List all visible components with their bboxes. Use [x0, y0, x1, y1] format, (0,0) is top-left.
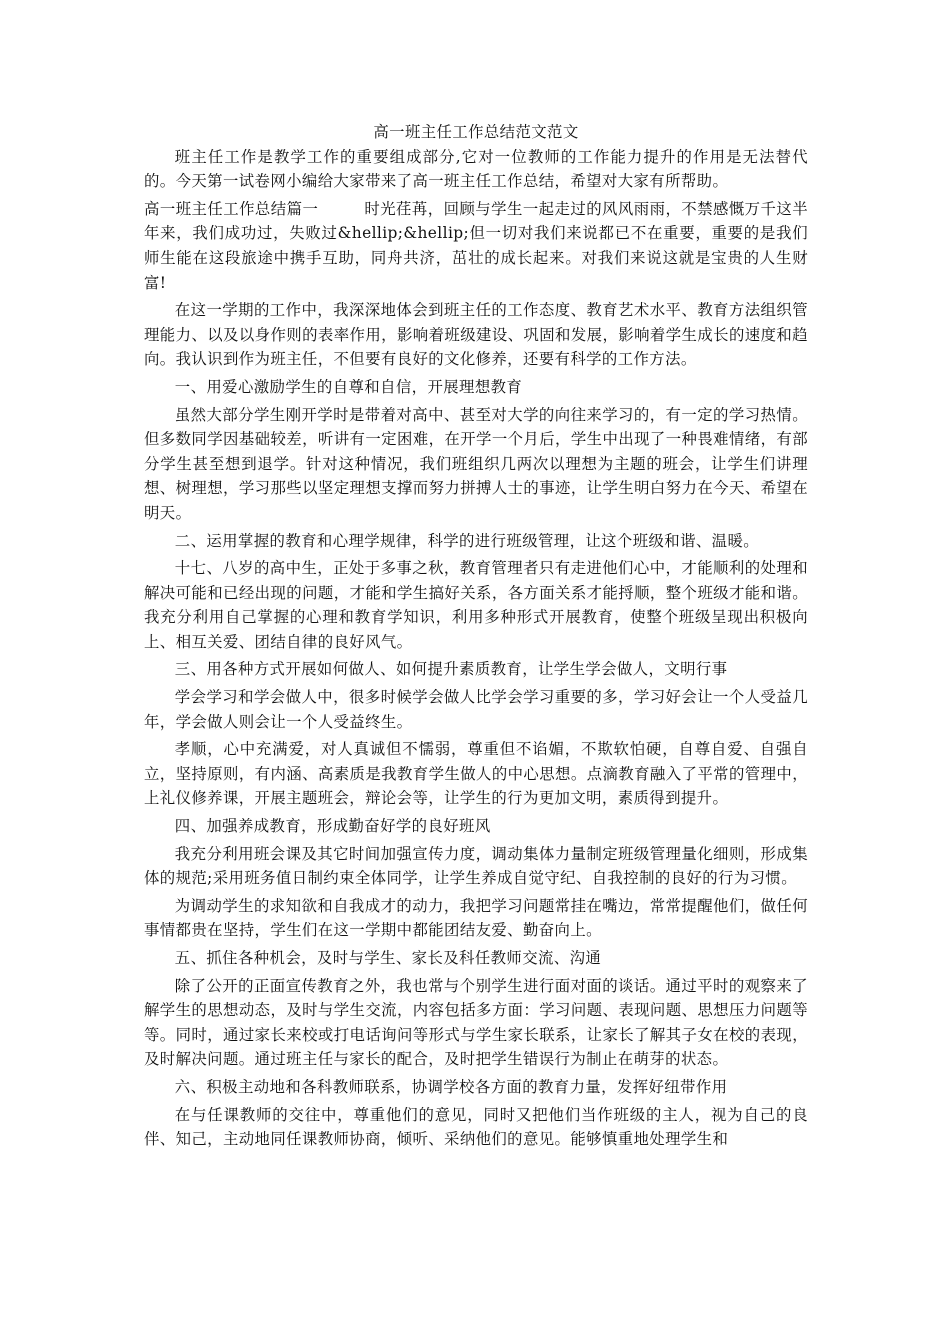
paragraph-three-b: 孝顺，心中充满爱，对人真诚但不懦弱，尊重但不谄媚，不欺软怕硬，自尊自爱、自强自立，坚持原则，有内涵、高素质是我教育学生做人的中心思想。点滴教育融入了平常的管理中，上礼仪修养课，开展主题班会，辩论会等，让学生的行为更加文明，素质得到提升。: [144, 740, 808, 808]
intro-paragraph: 班主任工作是教学工作的重要组成部分,它对一位教师的工作能力提升的作用是无法替代的。今天第一试卷网小编给大家带来了高一班主任工作总结，希望对大家有所帮助。: [144, 147, 808, 191]
document-body: [144, 120, 808, 1155]
heading-two: 二、运用掌握的教育和心理学规律，科学的进行班级管理，让这个班级和谐、温暖。: [174, 531, 760, 550]
heading-five: 五、抓住各种机会，及时与学生、家长及科任教师交流、沟通: [174, 949, 602, 967]
document-title: 高一班主任工作总结范文范文: [373, 123, 579, 141]
paragraph-three-a: 学会学习和学会做人中，很多时候学会做人比学会学习重要的多，学习好会让一个人受益几年，学会做人则会让一个人受益终生。: [144, 688, 808, 731]
section-one-text: 时光荏苒，回顾与学生一起走过的风风雨雨，不禁感慨万千这半年来，我们成功过，失败过&hellip;&hellip;但一切对我们来说都已不在重要，重要的是我们师生能在这段旅途中携手互助，同舟共济，茁壮的成长起来。对我们来说这就是宝贵的人生财富!: [144, 199, 808, 292]
heading-three: 三、用各种方式开展如何做人、如何提升素质教育，让学生学会做人，文明行事: [174, 660, 728, 679]
heading-four: 四、加强养成教育，形成勤奋好学的良好班风: [174, 817, 491, 836]
paragraph-one: 虽然大部分学生刚开学时是带着对高中、甚至对大学的向往来学习的，有一定的学习热情。但多数同学因基础较差，听讲有一定困难，在开学一个月后，学生中出现了一种畏难情绪，有部分学生甚至想到退学。针对这种情况，我们班组织几两次以理想为主题的班会，让学生们讲理想、树理想，学习那些以坚定理想支撑而努力拼搏人士的事迹，让学生明白努力在今天、希望在明天。: [144, 405, 808, 522]
paragraph-five: 除了公开的正面宣传教育之外，我也常与个别学生进行面对面的谈话。通过平时的观察来了解学生的思想动态，及时与学生交流，内容包括多方面：学习问题、表现问题、思想压力问题等等。同时，通过家长来校或打电话询问等形式与学生家长联系，让家长了解其子女在校的表现，及时解决问题。通过班主任与家长的配合，及时把学生错误行为制止在萌芽的状态。: [144, 976, 808, 1069]
paragraph-four-b: 为调动学生的求知欲和自我成才的动力，我把学习问题常挂在嘴边，常常提醒他们，做任何事情都贵在坚持，学生们在这一学期中都能团结友爱、勤奋向上。: [144, 896, 808, 940]
overview-paragraph: 在这一学期的工作中，我深深地体会到班主任的工作态度、教育艺术水平、教育方法组织管理能力、以及以身作则的表率作用，影响着班级建设、巩固和发展，影响着学生成长的速度和趋向。我认识到作为班主任，不但要有良好的文化修养，还要有科学的工作方法。: [144, 301, 808, 369]
section-one-paragraph: [144, 197, 808, 295]
paragraph-four-a: 我充分利用班会课及其它时间加强宣传力度，调动集体力量制定班级管理量化细则，形成集体的规范;采用班务值日制约束全体同学，让学生养成自觉守纪、自我控制的良好的行为习惯。: [144, 844, 808, 888]
paragraph-six: 在与任课教师的交往中，尊重他们的意见，同时又把他们当作班级的主人，视为自己的良伴、知己，主动地同任课教师协商，倾听、采纳他们的意见。能够慎重地处理学生和: [144, 1105, 808, 1149]
paragraph-two: 十七、八岁的高中生，正处于多事之秋，教育管理者只有走进他们心中，才能顺利的处理和解决可能和已经出现的问题，才能和学生搞好关系，各方面关系才能捋顺，整个班级才能和谐。我充分利用自己掌握的心理和教育学知识，利用多种形式开展教育，使整个班级呈现出积极向上、相互关爱、团结自律的良好风气。: [144, 559, 808, 651]
heading-six: 六、积极主动地和各科教师联系，协调学校各方面的教育力量，发挥好纽带作用: [174, 1077, 728, 1096]
heading-one: 一、用爱心激励学生的自尊和自信，开展理想教育: [174, 377, 523, 396]
section-one-label: 高一班主任工作总结篇一: [144, 199, 319, 218]
